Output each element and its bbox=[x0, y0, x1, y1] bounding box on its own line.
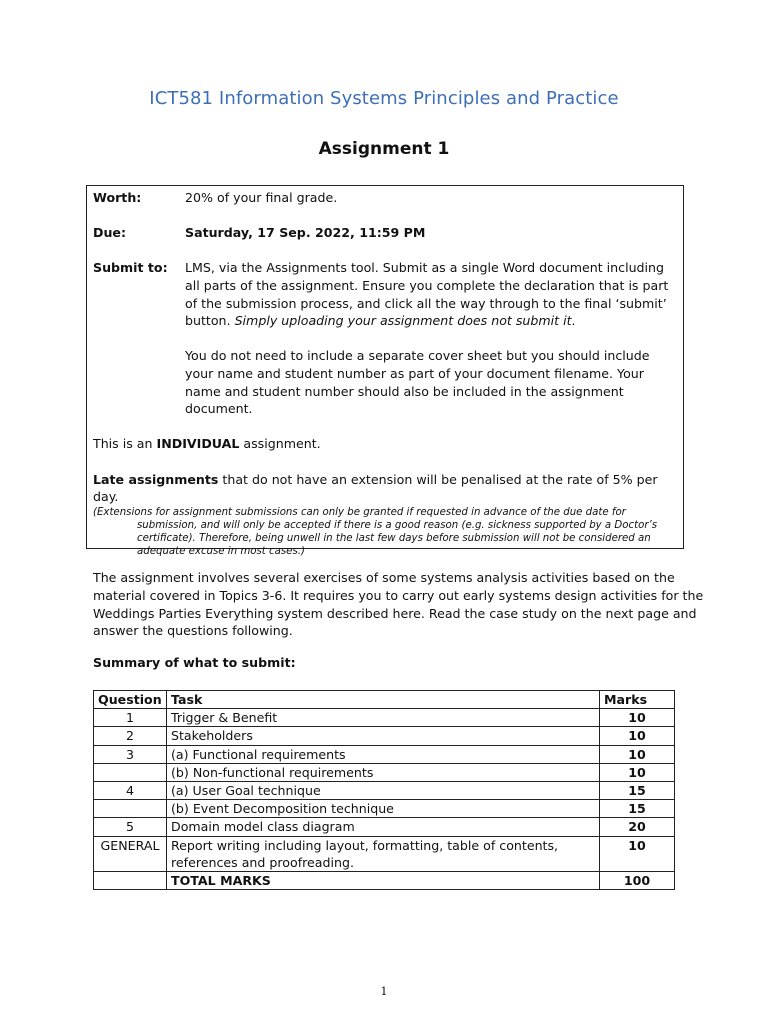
question-cell: 4 bbox=[94, 782, 167, 800]
table-row bbox=[94, 782, 675, 800]
table-row bbox=[94, 818, 675, 836]
question-cell bbox=[94, 800, 167, 818]
due-label: Due: bbox=[93, 225, 126, 241]
late-line bbox=[93, 471, 677, 506]
course-title: ICT581 Information Systems Principles and Practice bbox=[149, 88, 619, 109]
individual-post: assignment. bbox=[239, 436, 321, 452]
intro-paragraph: The assignment involves several exercises of some systems analysis activities based on the material covered in Topics 3-6. It requires you to carry out early systems design activities for the Weddings Parties Everything system described here. Read the case study on the next page and answer the questions following. bbox=[93, 570, 704, 639]
total-row bbox=[94, 872, 675, 890]
table-row bbox=[94, 709, 675, 727]
header-marks: Marks bbox=[600, 691, 675, 709]
question-cell: 2 bbox=[94, 727, 167, 745]
extension-note bbox=[93, 506, 677, 559]
extension-rest: submission, and will only be accepted if there is a good reason (e.g. sickness supported by a Doctor’s certificate). Therefore, being unwell in the last few days before submission will not be considered an adequate excuse in most cases.) bbox=[137, 519, 658, 558]
individual-bold: INDIVIDUAL bbox=[156, 436, 240, 452]
worth-value: 20% of your final grade. bbox=[185, 190, 338, 205]
table-row bbox=[94, 836, 675, 871]
marks-cell: 10 bbox=[600, 709, 675, 727]
submit-note: Simply uploading your assignment does not submit it bbox=[234, 313, 572, 329]
assignment-title: Assignment 1 bbox=[318, 139, 450, 159]
table-row bbox=[94, 745, 675, 763]
table-row bbox=[94, 727, 675, 745]
assignment-details-box bbox=[86, 185, 684, 558]
question-cell: GENERAL bbox=[94, 836, 167, 871]
table-row bbox=[94, 763, 675, 781]
question-cell: 3 bbox=[94, 745, 167, 763]
task-cell: Stakeholders bbox=[167, 727, 600, 745]
task-cell: Trigger & Benefit bbox=[167, 709, 600, 727]
individual-line bbox=[93, 435, 677, 453]
task-cell: Domain model class diagram bbox=[167, 818, 600, 836]
late-bold: Late assignments bbox=[93, 471, 219, 487]
task-cell: (a) Functional requirements bbox=[167, 745, 600, 763]
submit-text: LMS, via the Assignments tool. Submit as a single Word document including all parts of the assignment. Ensure you complete the declaration that is part of the submission process, and click all the way through to the final ‘submit’ button. bbox=[185, 260, 669, 329]
task-cell: (b) Event Decomposition technique bbox=[167, 800, 600, 818]
table-row bbox=[94, 800, 675, 818]
header-task: Task bbox=[167, 691, 600, 709]
question-cell: 5 bbox=[94, 818, 167, 836]
marks-cell: 10 bbox=[600, 836, 675, 871]
marks-table bbox=[93, 690, 675, 890]
due-value: Saturday, 17 Sep. 2022, 11:59 PM bbox=[185, 225, 426, 241]
header-question: Question bbox=[94, 691, 167, 709]
summary-heading: Summary of what to submit: bbox=[93, 655, 296, 670]
page-number: 1 bbox=[380, 985, 388, 998]
marks-cell: 10 bbox=[600, 727, 675, 745]
worth-label: Worth: bbox=[93, 190, 142, 205]
submit-label: Submit to: bbox=[93, 260, 168, 276]
due-row bbox=[93, 224, 677, 242]
marks-cell: 15 bbox=[600, 782, 675, 800]
marks-cell: 10 bbox=[600, 763, 675, 781]
question-cell bbox=[94, 763, 167, 781]
marks-cell: 15 bbox=[600, 800, 675, 818]
task-cell: (b) Non-functional requirements bbox=[167, 763, 600, 781]
table-header-row bbox=[94, 691, 675, 709]
total-label: TOTAL MARKS bbox=[167, 872, 600, 890]
marks-cell: 10 bbox=[600, 745, 675, 763]
individual-pre: This is an bbox=[93, 436, 157, 452]
marks-cell: 20 bbox=[600, 818, 675, 836]
total-marks: 100 bbox=[600, 872, 675, 890]
cover-sheet-text: You do not need to include a separate cover sheet but you should include your name and student number as part of your document filename. Your name and student number should also be included in the assignment document. bbox=[185, 348, 650, 417]
task-cell: Report writing including layout, formatting, table of contents, references and proofreading. bbox=[167, 836, 600, 871]
submit-row bbox=[93, 259, 677, 417]
submit-period: . bbox=[571, 313, 576, 329]
extension-first: (Extensions for assignment submissions can only be granted if requested in advance of the due date for bbox=[93, 506, 626, 518]
late-text: that do not have an extension will be penalised at the rate of 5% per day. bbox=[93, 471, 658, 505]
total-empty-cell bbox=[94, 872, 167, 890]
worth-row bbox=[93, 189, 677, 207]
question-cell: 1 bbox=[94, 709, 167, 727]
task-cell: (a) User Goal technique bbox=[167, 782, 600, 800]
